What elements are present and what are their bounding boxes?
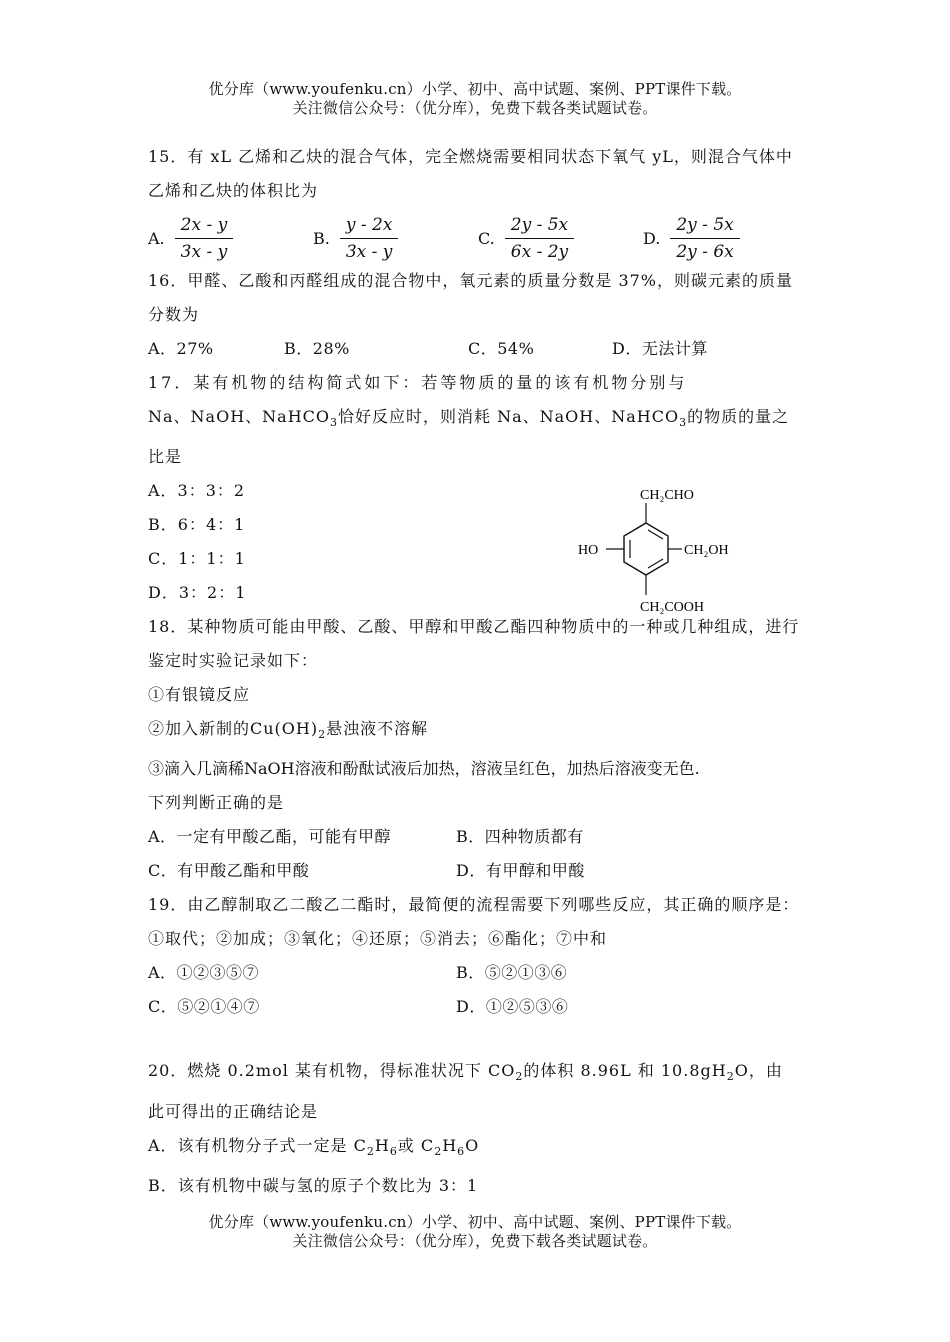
option-19-d: D．①②⑤③⑥ [456, 997, 569, 1017]
group-top: CH₂CHO [640, 488, 694, 503]
question-17-line-3: 比是 [148, 447, 183, 467]
question-20-line-2: 此可得出的正确结论是 [148, 1101, 319, 1121]
question-18-options-row-1 [148, 820, 808, 854]
header-line-1: 优分库（www.youfenku.cn）小学、初中、高中试题、案例、PPT课件下载。 [208, 80, 742, 98]
option-16-c: C．54% [468, 339, 535, 358]
option-18-c: C．有甲酸乙酯和甲酸 [148, 861, 310, 881]
option-15-a: A. $\frac{2x - y}{3x - y}$ [148, 214, 313, 263]
question-19: 19．由乙醇制取乙二酸乙二酯时，最简便的流程需要下列哪些反应，其正确的顺序是：①取代；②加成；③氧化；④还原；⑤消去；⑥酯化；⑦中和 [148, 895, 800, 949]
option-17-a: A．3：3：2 [148, 481, 246, 501]
header-line-2: 关注微信公众号：（优分库），免费下载各类试题试卷。 [292, 99, 658, 117]
question-16: 16．甲醛、乙酸和丙醛组成的混合物中，氧元素的质量分数是 37%，则碳元素的质量分数为 [148, 271, 794, 324]
record-1: ①有银镜反应 [148, 685, 251, 705]
footer-line-2: 关注微信公众号：（优分库），免费下载各类试题试卷。 [292, 1232, 658, 1250]
option-15-b: B. $\frac{y - 2x}{3x - y}$ [313, 214, 478, 263]
option-17-d: D．3：2：1 [148, 583, 247, 603]
question-18: 18．某种物质可能由甲酸、乙酸、甲醇和甲酸乙酯四种物质中的一种或几种组成，进行鉴定时实验记录如下： [148, 617, 800, 671]
option-19-b: B．⑤②①③⑥ [456, 963, 568, 983]
question-17-line-1: 17．某有机物的结构简式如下：若等物质的量的该有机物分别与 [148, 373, 688, 392]
question-18-options-row-2 [148, 854, 808, 888]
option-16-d: D．无法计算 [612, 339, 708, 358]
question-15-options [148, 212, 808, 264]
option-15-d: D. $\frac{2y - 5x}{2y - 6x}$ [643, 214, 808, 263]
option-20-b: B．该有机物中碳与氢的原子个数比为 3：1 [148, 1175, 479, 1195]
question-19-options-row-1 [148, 956, 808, 990]
question-16-options [148, 332, 808, 366]
question-19-options-row-2 [148, 990, 808, 1024]
record-2: ②加入新制的$Cu(OH)_2$悬浊液不溶解 [148, 719, 429, 742]
option-20-a: A．该有机物分子式一定是 $C_2H_6$或 $C_2H_6O$ [148, 1135, 480, 1158]
document-body [148, 140, 808, 1203]
footer-line-1: 优分库（www.youfenku.cn）小学、初中、高中试题、案例、PPT课件下载。 [208, 1213, 742, 1231]
option-17-c: C．1：1：1 [148, 549, 246, 569]
group-left: HO [578, 543, 599, 558]
option-18-b: B．四种物质都有 [456, 827, 584, 847]
option-17-b: B．6：4：1 [148, 515, 246, 535]
page-footer [0, 1213, 950, 1251]
option-18-a: A．一定有甲酸乙酯，可能有甲醇 [148, 827, 392, 847]
option-19-c: C．⑤②①④⑦ [148, 997, 260, 1017]
option-18-d: D．有甲醇和甲酸 [456, 861, 585, 881]
group-right: CH₂OH [684, 543, 729, 558]
structural-formula [576, 485, 756, 615]
record-3: ③滴入几滴稀NaOH溶液和酚酞试液后加热，溶液呈红色，加热后溶液变无色. [148, 759, 700, 779]
option-16-a: A．27% [148, 339, 214, 358]
option-15-c: C. $\frac{2y - 5x}{6x - 2y}$ [478, 214, 643, 263]
option-16-b: B．28% [284, 339, 350, 358]
group-bottom: CH₂COOH [640, 600, 704, 615]
page-header [0, 80, 950, 118]
question-15: 15．有 xL 乙烯和乙炔的混合气体，完全燃烧需要相同状态下氧气 yL，则混合气体中乙烯和乙炔的体积比为 [148, 147, 793, 200]
question-18-prompt: 下列判断正确的是 [148, 793, 285, 813]
question-17-line-2: Na、NaOH、NaHCO$_3$恰好反应时，则消耗 Na、NaOH、NaHCO$_3$的物质的量之 [148, 407, 790, 430]
option-19-a: A．①②③⑤⑦ [148, 963, 260, 983]
question-20-line-1: 20．燃烧 0.2mol 某有机物，得标准状况下 $CO_2$的体积 8.96L 和 $10.8gH_2O$，由 [148, 1061, 783, 1084]
